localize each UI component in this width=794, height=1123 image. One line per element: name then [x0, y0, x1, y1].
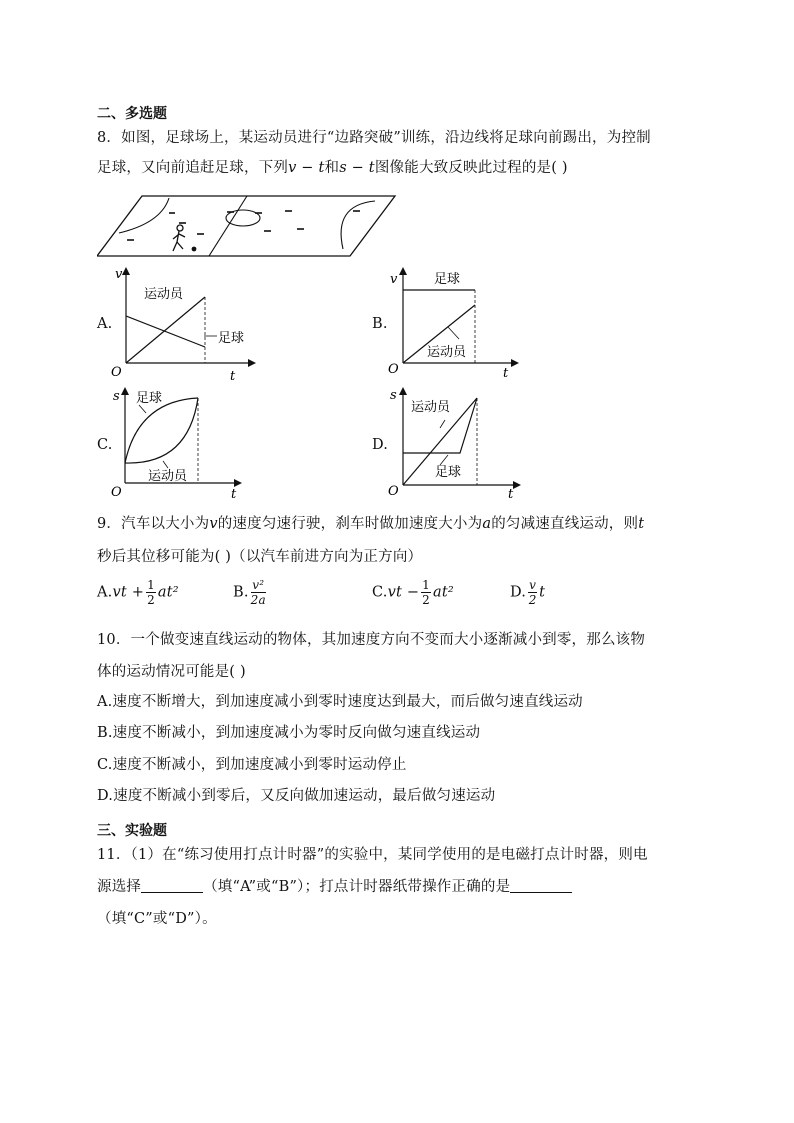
q9-line1-c: 的匀减速直线运动，则: [491, 516, 639, 532]
q9-opt-c-frac: [421, 578, 431, 607]
option-c-label: C.: [97, 437, 113, 453]
q9-option-a: [97, 578, 179, 607]
graph-c-s-axis: s: [113, 389, 120, 404]
graph-b-ball-label: 足球: [434, 272, 461, 287]
q9-t: t: [638, 516, 645, 532]
q8-st: s − t: [339, 160, 375, 176]
graph-c-ball-label: 足球: [136, 391, 163, 406]
graph-a-t-axis: t: [230, 369, 236, 383]
runner-figure: [173, 225, 185, 251]
q9-opt-a-tail: at²: [157, 584, 179, 601]
graph-a: [108, 263, 258, 383]
graph-c-ball-curve: [125, 398, 198, 463]
q10-option-d: D.速度不断减小到零后，又反向做加速运动，最后做匀速运动: [97, 788, 496, 804]
q10-option-b: B.速度不断减小，到加速度减小为零时反向做匀速直线运动: [97, 725, 481, 741]
q9-opt-b-num: v²: [252, 578, 265, 592]
graph-b-athlete-label: 运动员: [427, 345, 467, 360]
q9-option-c: [372, 578, 454, 607]
football-field-figure: [97, 193, 397, 263]
q9-line1: [97, 512, 644, 533]
q11-line2: [97, 875, 572, 896]
q9-opt-c-pre: C.: [372, 584, 388, 601]
graph-a-v-axis: v: [115, 267, 123, 282]
q9-option-b: [233, 578, 268, 607]
graph-d-ball-label: 足球: [435, 465, 462, 480]
option-a-label: A.: [97, 316, 113, 332]
graph-b: [385, 263, 535, 383]
q9-opt-a-frac: [146, 578, 156, 607]
graph-d-s-axis: s: [390, 388, 397, 403]
q11-blank-1[interactable]: [141, 878, 203, 893]
graph-b-v-axis: v: [390, 272, 398, 287]
q9-opt-d-frac: [528, 578, 537, 607]
graph-a-ball-label: 足球: [218, 331, 245, 346]
graph-a-origin: O: [111, 365, 122, 380]
graph-d-origin: O: [388, 484, 399, 499]
graph-a-athlete-label: 运动员: [144, 287, 184, 302]
q9-opt-b-pre: B.: [233, 584, 249, 601]
q10-option-a: A.速度不断增大，到加速度减小到零时速度达到最大，而后做匀速直线运动: [97, 694, 583, 710]
q9-opt-d-tail: t: [539, 584, 546, 601]
q9-a: a: [482, 516, 492, 532]
q10-line1: 10．一个做变速直线运动的物体，其加速度方向不变而大小逐渐减小到零，那么该物: [97, 632, 646, 648]
option-b-label: B.: [372, 316, 388, 332]
left-penalty-arc: [119, 198, 169, 233]
graph-d-athlete-label: 运动员: [411, 400, 451, 415]
q9-opt-b-frac: [251, 578, 266, 607]
q9-opt-c-tail: at²: [433, 584, 454, 601]
q9-line1-a: 9．汽车以大小为: [97, 516, 210, 532]
q8-line2-a: 足球，又向前追赶足球，下列: [97, 160, 289, 176]
q11-line2-a: 源选择: [97, 879, 142, 895]
right-penalty-arc: [341, 201, 375, 249]
q10-line2: 体的运动情况可能是( ): [97, 664, 246, 680]
q9-opt-a-pre: A.: [97, 584, 113, 601]
q8-line2-b: 图像能大致反映此过程的是( ): [374, 160, 568, 176]
q11-line1: 11．（1）在“练习使用打点计时器”的实验中，某同学使用的是电磁打点计时器，则电: [97, 847, 648, 863]
section-heading-experiment: 三、实验题: [97, 823, 167, 839]
graph-d: [385, 383, 535, 503]
q9-opt-b-den: 2a: [250, 593, 266, 607]
q11-line2-b: （填“A”或“B”）；打点计时器纸带操作正确的是: [203, 879, 511, 895]
option-d-label: D.: [372, 437, 389, 453]
graph-c-athlete-label: 运动员: [148, 469, 188, 484]
q9-opt-c-text: vt −: [387, 584, 420, 601]
q10-option-c: C.速度不断减小，到加速度减小到零时运动停止: [97, 757, 407, 773]
q9-option-d: [510, 578, 545, 607]
graph-a-athlete-line: [126, 297, 205, 363]
q9-opt-c-num: 1: [422, 578, 431, 592]
q9-opt-a-den: 2: [147, 593, 155, 607]
q9-opt-a-num: 1: [147, 578, 155, 592]
q9-opt-c-den: 2: [422, 593, 431, 607]
q9-line1-b: 的速度匀速行驶，刹车时做加速度大小为: [217, 516, 483, 532]
graph-c: [108, 383, 258, 503]
graph-c-origin: O: [111, 485, 122, 500]
q8-line1: 8．如图，足球场上，某运动员进行“边路突破”训练，沿边线将足球向前踢出，为控制: [97, 130, 651, 146]
q9-v: v: [209, 516, 218, 532]
section-heading-multi-choice: 二、多选题: [97, 106, 167, 122]
q11-line3: （填“C”或“D”）。: [97, 911, 217, 927]
q9-line2: 秒后其位移可能为( )（以汽车前进方向为正方向）: [97, 549, 423, 565]
graph-c-t-axis: t: [231, 487, 237, 502]
q9-opt-d-den: 2: [528, 593, 537, 607]
ball-dot: [192, 247, 197, 252]
graph-b-t-axis: t: [503, 366, 509, 381]
graph-d-t-axis: t: [508, 487, 514, 502]
q8-line2: [97, 156, 568, 177]
q9-opt-d-num: v: [529, 578, 537, 592]
q11-blank-2[interactable]: [510, 878, 572, 893]
graph-a-ball-line: [126, 316, 205, 347]
q8-and: 和: [324, 160, 340, 176]
q8-vt: v − t: [288, 160, 325, 176]
q9-opt-d-pre: D.: [510, 584, 527, 601]
q9-opt-a-text: vt +: [112, 584, 145, 601]
graph-b-origin: O: [388, 362, 399, 377]
